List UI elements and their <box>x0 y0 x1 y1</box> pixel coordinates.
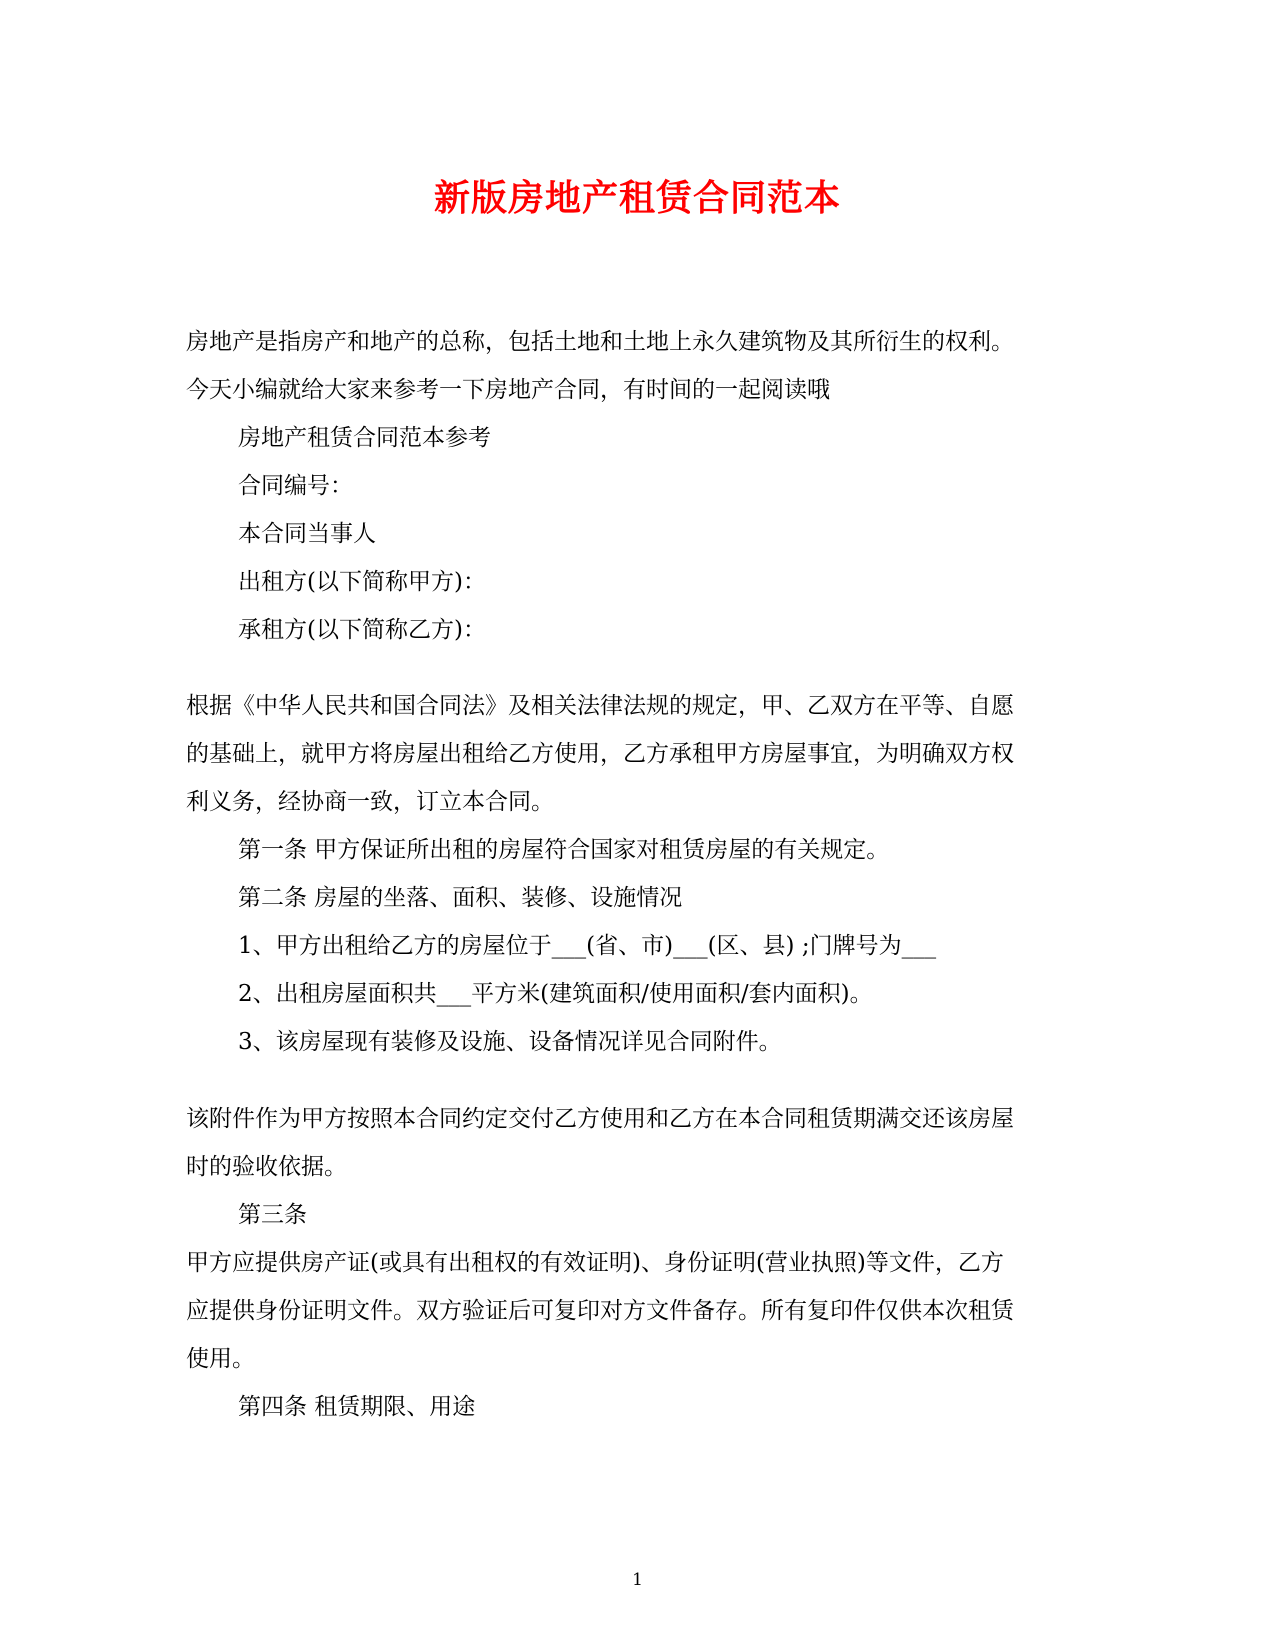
intro-section <box>186 318 1106 654</box>
preamble-line-2: 的基础上，就甲方将房屋出租给乙方使用，乙方承租甲方房屋事宜，为明确双方权 <box>186 741 1014 767</box>
article-4: 第四条 租赁期限、用途 <box>238 1394 476 1420</box>
article-2-item-1: 1、甲方出租给乙方的房屋位于___(省、市)___(区、县) ;门牌号为___ <box>238 933 937 959</box>
attachment-section <box>186 1095 1106 1431</box>
article-3-heading: 第三条 <box>238 1202 307 1228</box>
lessor-label: 出租方(以下简称甲方)： <box>238 569 486 595</box>
attachment-line-1: 该附件作为甲方按照本合同约定交付乙方使用和乙方在本合同租赁期满交还该房屋 <box>186 1106 1014 1132</box>
subtitle: 房地产租赁合同范本参考 <box>238 425 491 451</box>
preamble-line-3: 利义务，经协商一致，订立本合同。 <box>186 789 554 815</box>
lessee-label: 承租方(以下简称乙方)： <box>238 617 486 643</box>
page-number: 1 <box>632 1570 643 1590</box>
article-3-line-2: 应提供身份证明文件。双方验证后可复印对方文件备存。所有复印件仅供本次租赁 <box>186 1298 1014 1324</box>
attachment-line-2: 时的验收依据。 <box>186 1154 347 1180</box>
parties-heading: 本合同当事人 <box>238 521 376 547</box>
article-2: 第二条 房屋的坐落、面积、装修、设施情况 <box>238 885 683 911</box>
article-2-item-2: 2、出租房屋面积共___平方米(建筑面积/使用面积/套内面积)。 <box>238 981 873 1007</box>
contract-number-label: 合同编号： <box>238 473 353 499</box>
preamble-section <box>186 682 1106 1066</box>
preamble-line-1: 根据《中华人民共和国合同法》及相关法律法规的规定，甲、乙双方在平等、自愿 <box>186 693 1014 719</box>
article-1: 第一条 甲方保证所出租的房屋符合国家对租赁房屋的有关规定。 <box>238 837 890 863</box>
intro-line-2: 今天小编就给大家来参考一下房地产合同，有时间的一起阅读哦 <box>186 377 830 403</box>
article-2-item-3: 3、该房屋现有装修及设施、设备情况详见合同附件。 <box>238 1029 782 1055</box>
article-3-line-3: 使用。 <box>186 1346 255 1372</box>
intro-line-1: 房地产是指房产和地产的总称，包括土地和土地上永久建筑物及其所衍生的权利。 <box>186 329 1014 355</box>
article-3-line-1: 甲方应提供房产证(或具有出租权的有效证明)、身份证明(营业执照)等文件，乙方 <box>186 1250 1004 1276</box>
page-title: 新版房地产租赁合同范本 <box>433 177 841 219</box>
